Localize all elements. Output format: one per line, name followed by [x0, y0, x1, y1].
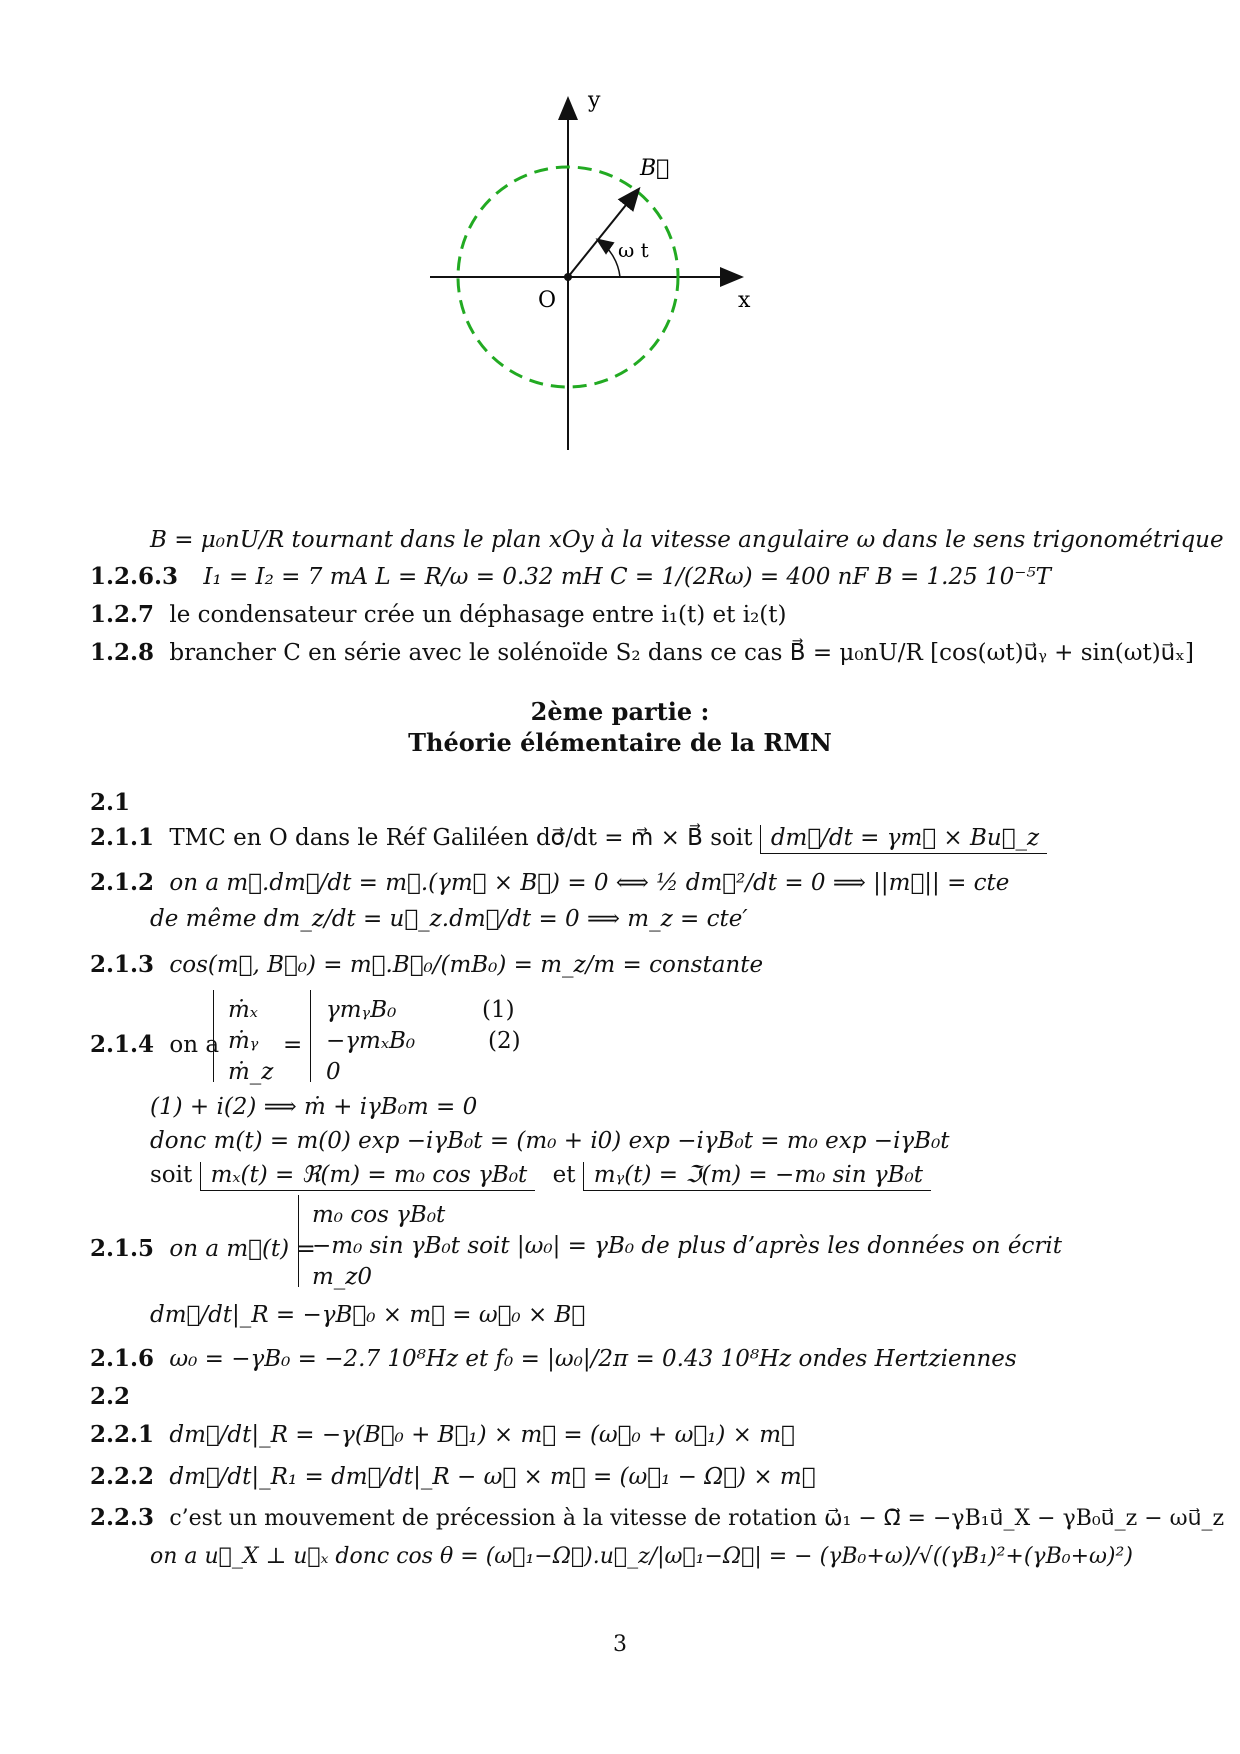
item-2-1-1: [90, 823, 1047, 853]
item-lead: on a m⃗(t) =: [169, 1236, 316, 1262]
item-2-2-3: [90, 1503, 1224, 1534]
system-bar-right: [310, 990, 311, 1082]
vector-component-3: m_z0: [312, 1264, 373, 1290]
item-text: le condensateur crée un déphasage entre i₁(t) et i₂(t): [169, 602, 787, 628]
item-lead: on a: [169, 1032, 220, 1058]
connector-word: soit: [150, 1162, 193, 1188]
item-2-1-2: [90, 868, 1009, 898]
x-axis-label: x: [738, 288, 751, 313]
page-number: 3: [613, 1632, 627, 1657]
vector-bar: [298, 1195, 299, 1287]
item-text: dm⃗/dt|_R = −γ(B⃗₀ + B⃗₁) × m⃗ = (ω⃗₀ + ω⃗₁) × m⃗: [169, 1422, 795, 1448]
item-2-1-4-step-a: (1) + i(2) ⟹ ṁ + iγB₀m = 0: [150, 1094, 478, 1120]
item-number: 2.1.5: [90, 1235, 155, 1262]
origin-dot: [564, 273, 572, 281]
vector-component-2: −m₀ sin γB₀t soit |ω₀| = γB₀ de plus d’après les données on écrit: [312, 1233, 1062, 1259]
y-axis-label: y: [588, 95, 601, 113]
b-vector-arrow: [568, 190, 638, 277]
section-title-name: Théorie élémentaire de la RMN: [408, 728, 832, 757]
vector-component-1: m₀ cos γB₀t: [312, 1202, 446, 1228]
system-rhs-2: −γmₓB₀: [326, 1028, 416, 1054]
item-2-1-4-step-c: [150, 1160, 931, 1190]
rotating-field-diagram: [430, 95, 830, 465]
system-rhs-3: 0: [326, 1059, 341, 1085]
system-lhs-3: ṁ_z: [228, 1059, 274, 1085]
system-lhs-2: ṁᵧ: [228, 1028, 259, 1054]
vector-label: B⃗: [640, 156, 670, 181]
item-1-2-8: [90, 638, 1194, 668]
connector-word: et: [552, 1162, 576, 1188]
item-text: c’est un mouvement de précession à la vitesse de rotation ω⃗₁ − Ω⃗ = −γB₁u⃗_X − γB₀u⃗_z − ωu⃗_z: [169, 1506, 1225, 1531]
item-2-2-2: [90, 1462, 816, 1492]
item-2-1-4: [90, 1030, 219, 1060]
item-1-2-6-3: [90, 562, 1051, 592]
item-text: ω₀ = −γB₀ = −2.7 10⁸Hz et f₀ = |ω₀|/2π = 0.43 10⁸Hz ondes Hertziennes: [169, 1346, 1017, 1372]
origin-label: O: [538, 288, 557, 313]
item-2-1-3: [90, 950, 763, 980]
item-1-2-7: [90, 600, 786, 630]
item-number: 2.2.1: [90, 1421, 155, 1448]
system-lhs-1: ṁₓ: [228, 997, 258, 1023]
item-text: dm⃗/dt|_R₁ = dm⃗/dt|_R − ω⃗ × m⃗ = (ω⃗₁ − Ω⃗) × m⃗: [169, 1464, 816, 1490]
item-number: 1.2.6.3: [90, 563, 179, 590]
boxed-result: mᵧ(t) = ℑ(m) = −m₀ sin γB₀t: [583, 1162, 931, 1191]
item-2-2-3-cont: on a u⃗_X ⊥ u⃗ₓ donc cos θ = (ω⃗₁−Ω⃗).u⃗_z/|ω⃗₁−Ω⃗| = − (γB₀+ω)/√((γB₁)²+(γB₀+ω)²): [150, 1544, 1133, 1569]
angle-arc: [598, 240, 620, 277]
item-2-1-2-cont: de même dm_z/dt = u⃗_z.dm⃗/dt = 0 ⟹ m_z = cte′: [150, 906, 748, 932]
item-number: 2.2.3: [90, 1504, 155, 1531]
item-2-1-4-step-b: donc m(t) = m(0) exp −iγB₀t = (m₀ + i0) exp −iγB₀t = m₀ exp −iγB₀t: [150, 1128, 950, 1154]
item-text: brancher C en série avec le solénoïde S₂ dans ce cas B⃗ = μ₀nU/R [cos(ωt)u⃗ᵧ + sin(ωt)u⃗ₓ]: [169, 640, 1194, 666]
section-title-part: 2ème partie :: [530, 697, 710, 726]
item-number: 2.1.6: [90, 1345, 155, 1372]
item-2-2-1: [90, 1420, 795, 1450]
item-number: 2.1.4: [90, 1031, 155, 1058]
item-number: 2.2.2: [90, 1463, 155, 1490]
item-text: I₁ = I₂ = 7 mA L = R/ω = 0.32 mH C = 1/(2Rω) = 400 nF B = 1.25 10⁻⁵T: [203, 564, 1052, 590]
system-rhs-1: γmᵧB₀: [326, 997, 397, 1023]
angle-label: ω t: [618, 238, 649, 262]
field-description: B = μ₀nU/R tournant dans le plan xOy à la vitesse angulaire ω dans le sens trigonométrique: [150, 527, 1224, 553]
item-text: on a m⃗.dm⃗/dt = m⃗.(γm⃗ × B⃗) = 0 ⟺ ½ dm⃗²/dt = 0 ⟹ ||m⃗|| = cte: [169, 870, 1010, 896]
boxed-result: dm⃗/dt = γm⃗ × Bu⃗_z: [760, 825, 1047, 854]
item-2-1-5-cont: dm⃗/dt|_R = −γB⃗₀ × m⃗ = ω⃗₀ × B⃗: [150, 1302, 586, 1328]
system-equals: =: [283, 1032, 303, 1058]
heading-2-2: 2.2: [90, 1383, 131, 1410]
item-number: 1.2.7: [90, 601, 155, 628]
system-bar-left: [213, 990, 214, 1082]
equation-tag-2: (2): [488, 1028, 521, 1054]
item-text: TMC en O dans le Réf Galiléen dσ⃗/dt = m⃗ × B⃗ soit: [169, 825, 753, 851]
item-number: 1.2.8: [90, 639, 155, 666]
item-text: cos(m⃗, B⃗₀) = m⃗.B⃗₀/(mB₀) = m_z/m = constante: [169, 952, 764, 978]
heading-2-1: 2.1: [90, 789, 131, 816]
item-2-1-6: [90, 1344, 1017, 1374]
item-number: 2.1.3: [90, 951, 155, 978]
item-number: 2.1.2: [90, 869, 155, 896]
item-2-1-5: [90, 1234, 316, 1264]
boxed-result: mₓ(t) = ℜ(m) = m₀ cos γB₀t: [200, 1162, 536, 1191]
equation-tag-1: (1): [482, 997, 515, 1023]
item-number: 2.1.1: [90, 824, 155, 851]
